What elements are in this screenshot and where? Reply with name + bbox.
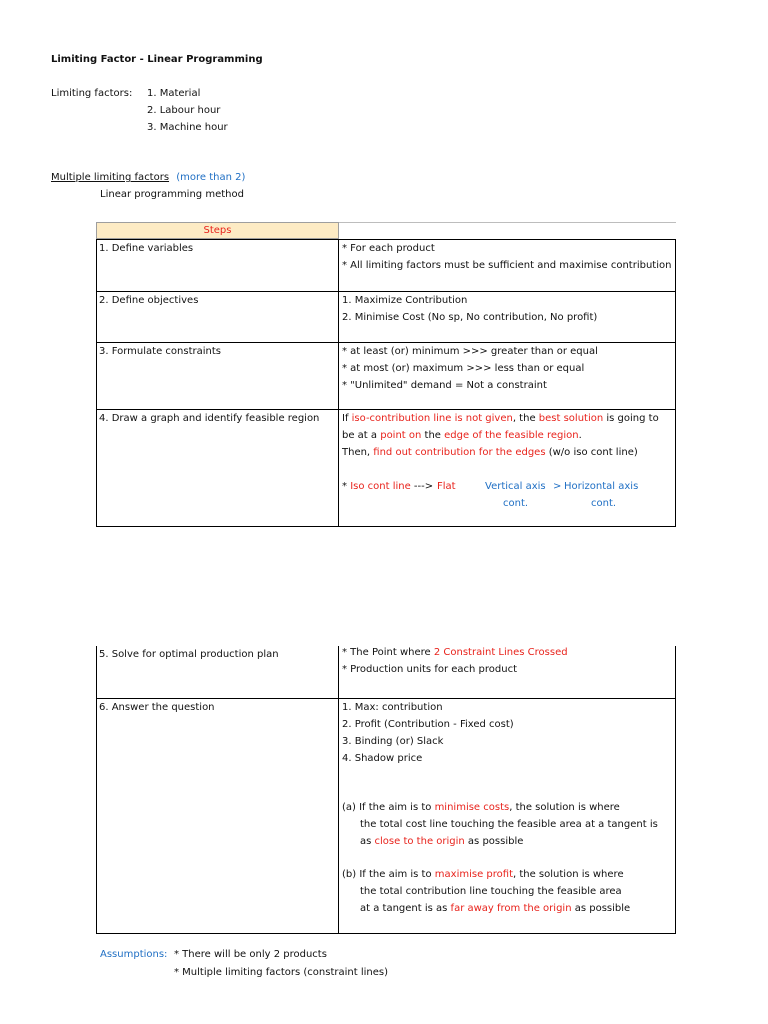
iso-flat: Flat [437,481,456,492]
step-detail: 1. Max: contribution [342,702,443,713]
step-label: 2. Define objectives [99,295,199,306]
iso-vertical-axis: Vertical axis [485,481,546,492]
table-row [96,646,676,698]
table-row [96,291,676,342]
step-detail: Then, find out contribution for the edges (w/o iso cont line) [342,447,638,458]
step-label: 1. Define variables [99,243,194,254]
iso-greater-than: > [553,481,562,492]
table-row [96,409,676,527]
step-detail: at a tangent is as far away from the origin as possible [360,903,631,914]
step-detail: be at a point on the edge of the feasible region. [342,430,582,441]
steps-header: Steps [96,222,339,239]
assumption-item: * Multiple limiting factors (constraint lines) [174,967,389,978]
step-detail: * at least (or) minimum >>> greater than or equal [342,346,598,357]
page-title: Limiting Factor - Linear Programming [51,54,263,65]
step-detail: If iso-contribution line is not given, the best solution is going to [342,413,659,424]
multiple-heading-line [51,171,245,185]
table-row [96,698,676,934]
multiple-heading: Multiple limiting factors [51,172,170,183]
table-row [96,239,676,291]
step-detail: * "Unlimited" demand = Not a constraint [342,380,547,391]
step-detail: * Production units for each product [342,664,518,675]
step-detail: (a) If the aim is to minimise costs, the solution is where [342,802,620,813]
step-label: 6. Answer the question [99,702,215,713]
table-row [96,342,676,409]
step-detail: 3. Binding (or) Slack [342,736,444,747]
iso-horizontal-axis: Horizontal axis [564,481,639,492]
assumption-item: * There will be only 2 products [174,949,327,960]
step-detail: the total contribution line touching the feasible area [360,886,622,897]
step-detail: 2. Minimise Cost (No sp, No contribution, No profit) [342,312,598,323]
step-detail: 1. Maximize Contribution [342,295,468,306]
steps-header-spacer [339,222,676,239]
step-detail: 2. Profit (Contribution - Fixed cost) [342,719,514,730]
multiple-note: (more than 2) [176,172,246,183]
iso-cont-horizontal: cont. [591,498,617,509]
step-detail: * The Point where 2 Constraint Lines Crossed [342,647,568,658]
step-detail: the total cost line touching the feasible area at a tangent is [360,819,658,830]
step-label: 4. Draw a graph and identify feasible region [99,413,320,424]
step-detail: as close to the origin as possible [360,836,524,847]
step-label: 5. Solve for optimal production plan [99,649,279,660]
limiting-factor-item: 2. Labour hour [147,105,221,116]
step-detail: * at most (or) maximum >>> less than or equal [342,363,585,374]
iso-line-label: * Iso cont line ---> [342,481,434,492]
step-detail: * All limiting factors must be sufficient and maximise contribution [342,260,672,271]
step-detail: * For each product [342,243,435,254]
step-detail: 4. Shadow price [342,753,423,764]
method-label: Linear programming method [100,189,244,200]
step-label: 3. Formulate constraints [99,346,221,357]
limiting-factor-item: 3. Machine hour [147,122,228,133]
iso-cont-vertical: cont. [503,498,529,509]
step-detail: (b) If the aim is to maximise profit, the solution is where [342,869,624,880]
limiting-factor-item: 1. Material [147,88,201,99]
limiting-factors-label: Limiting factors: [51,88,133,99]
assumptions-label: Assumptions: [100,949,168,960]
